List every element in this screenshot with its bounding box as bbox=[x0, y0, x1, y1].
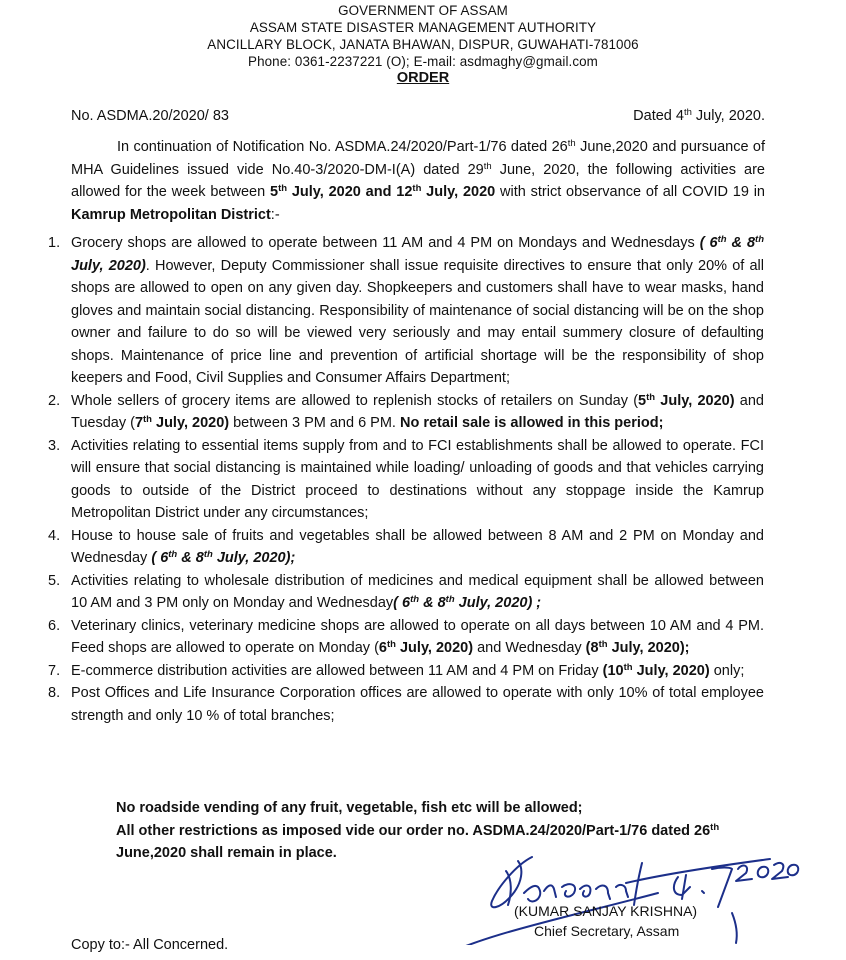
list-item: 4. House to house sale of fruits and vegetables shall be allowed between 8 AM and 2 PM on Monday and Wednesday ( 6th & 8th July, 2020); bbox=[48, 527, 764, 566]
signature-block bbox=[514, 902, 698, 941]
list-item: 8. Post Offices and Life Insurance Corporation offices are allowed to operate with only 10% of total employee strength and only 10 % of total branches; bbox=[48, 685, 764, 724]
list-item: 7. E-commerce distribution activities are allowed between 11 AM and 4 PM on Friday (10th July, 2020) only; bbox=[48, 661, 745, 679]
letterhead-authority: ASSAM STATE DISASTER MANAGEMENT AUTHORITY bbox=[249, 20, 597, 35]
signatory-name: (KUMAR SANJAY KRISHNA) bbox=[514, 903, 698, 919]
letterhead-contact: Phone: 0361-2237221 (O); E-mail: asdmaghy@gmail.com bbox=[248, 54, 598, 69]
intro-paragraph: In continuation of Notification No. ASDMA.24/2020/Part-1/76 dated 26th June,2020 and pursuance of MHA Guidelines issued vide No.40-3/2020-DM-I(A) dated 29th June, 2020, the following activities are allowed for the week between 5th July, 2020 and 12th July, 2020 with strict observance of all COVID 19 in Kamrup Metropolitan District:- bbox=[71, 138, 766, 223]
no-vending-note: No roadside vending of any fruit, vegetable, fish etc will be allowed; bbox=[116, 800, 583, 816]
allowed-activities-list bbox=[48, 232, 764, 727]
list-item: 2. Whole sellers of grocery items are allowed to replenish stocks of retailers on Sunday (5th July, 2020) and Tuesday (7th July, 2020) between 3 PM and 6 PM. No retail sale is allowed in this period; bbox=[48, 391, 764, 431]
document-title: ORDER bbox=[396, 70, 450, 86]
list-item: 6. Veterinary clinics, veterinary medicine shops are allowed to operate on all days between 10 AM and 4 PM. Feed shops are allowed to operate on Monday (6th July, 2020) and Wednesday (8th July, 2020); bbox=[48, 617, 764, 656]
order-number: No. ASDMA.20/2020/ 83 bbox=[71, 108, 229, 124]
list-item: 1. Grocery shops are allowed to operate between 11 AM and 4 PM on Mondays and Wednesdays ( 6th & 8th July, 2020). However, Deputy Commissioner shall issue requisite directives to ensure that only 20% of all shops are allowed to open on any given day. Shopkeepers and customers shall have to wear masks, hand gloves and maintain social distancing. Responsibility of maintenance of social distancing will be on the shop owner and failure to do so will be viewed very seriously and may entail summery closure of defaulting shops. Maintenance of price line and prevention of artificial shortage will be the responsibility of shop keepers and Food, Civil Supplies and Consumer Affairs Department; bbox=[48, 234, 765, 386]
list-item: 5. Activities relating to wholesale distribution of medicines and medical equipment shall be allowed between 10 AM and 3 PM only on Monday and Wednesday( 6th & 8th July, 2020) ; bbox=[48, 572, 764, 611]
restrictions-note: All other restrictions as imposed vide our order no. ASDMA.24/2020/Part-1/76 dated 26th June,2020 shall remain in place. bbox=[116, 821, 720, 861]
list-item: 3. Activities relating to essential items supply from and to FCI establishments shall be allowed to operate. FCI will ensure that social distancing is maintained while loading/ unloading of goods and that vehicles carrying goods to outside of the District proceed to destinations without any stoppage inside the Kamrup Metropolitan District under any circumstances; bbox=[48, 437, 764, 521]
copy-to-line: Copy to:- All Concerned. bbox=[71, 937, 229, 953]
letterhead-address: ANCILLARY BLOCK, JANATA BHAWAN, DISPUR, GUWAHATI-781006 bbox=[207, 37, 639, 52]
letterhead bbox=[0, 2, 846, 88]
signatory-designation: Chief Secretary, Assam bbox=[534, 922, 680, 939]
order-date: Dated 4th July, 2020. bbox=[633, 107, 765, 124]
letterhead-government: GOVERNMENT OF ASSAM bbox=[338, 3, 508, 18]
